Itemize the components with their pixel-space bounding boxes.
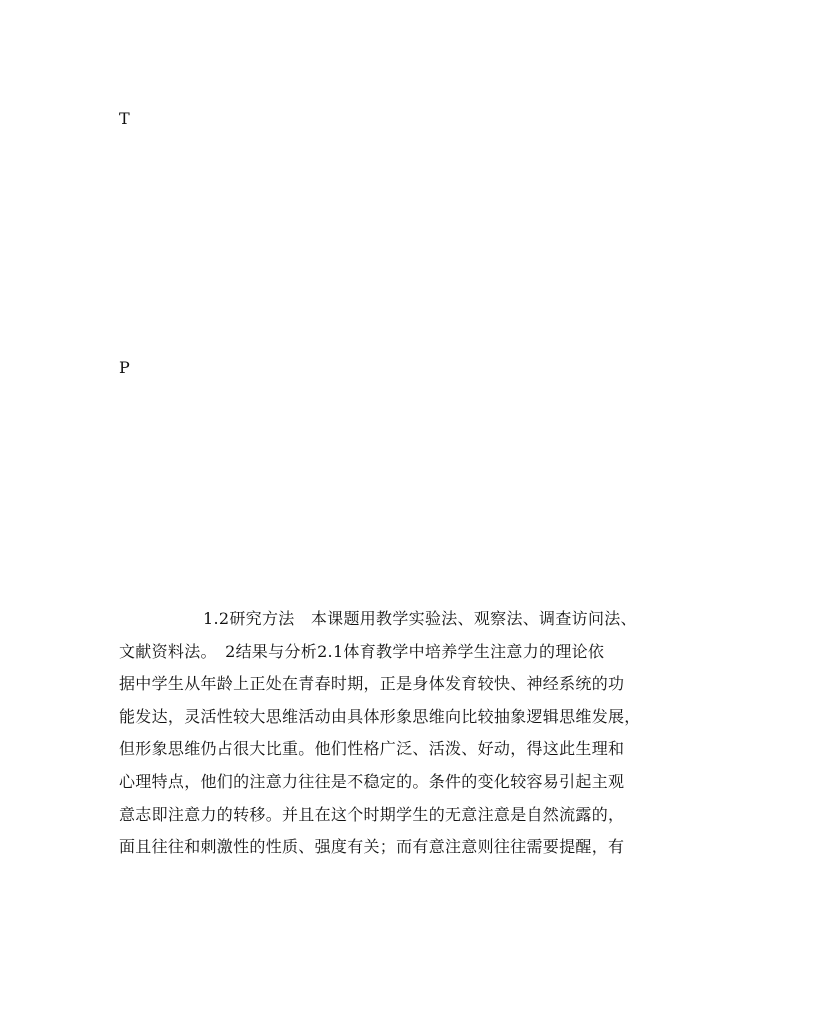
text-line: 能发达，灵活性较大思维活动由具体形象思维向比较抽象逻辑思维发展， <box>119 706 641 726</box>
text-line: 面且往往和刺激性的性质、强度有关；而有意注意则往往需要提醒，有 <box>119 837 625 857</box>
text-line: 但形象思维仍占很大比重。他们性格广泛、活泼、好动，得这此生理和 <box>119 739 625 759</box>
marker-p: P <box>119 358 130 377</box>
text-line: 据中学生从年龄上正处在青春时期，正是身体发育较快、神经系统的功 <box>119 674 625 694</box>
marker-t: T <box>119 109 130 128</box>
text-line: 文献资料法。 2结果与分析2.1体育教学中培养学生注意力的理论依 <box>119 641 605 661</box>
body-paragraph <box>119 603 699 864</box>
text-line: 心理特点，他们的注意力往往是不稳定的。条件的变化较容易引起主观 <box>119 771 625 791</box>
text-line: 1.2研究方法 本课题用教学实验法、观察法、调查访问法、 <box>203 609 637 628</box>
text-line: 意志即注意力的转移。并且在这个时期学生的无意注意是自然流露的， <box>119 804 625 824</box>
